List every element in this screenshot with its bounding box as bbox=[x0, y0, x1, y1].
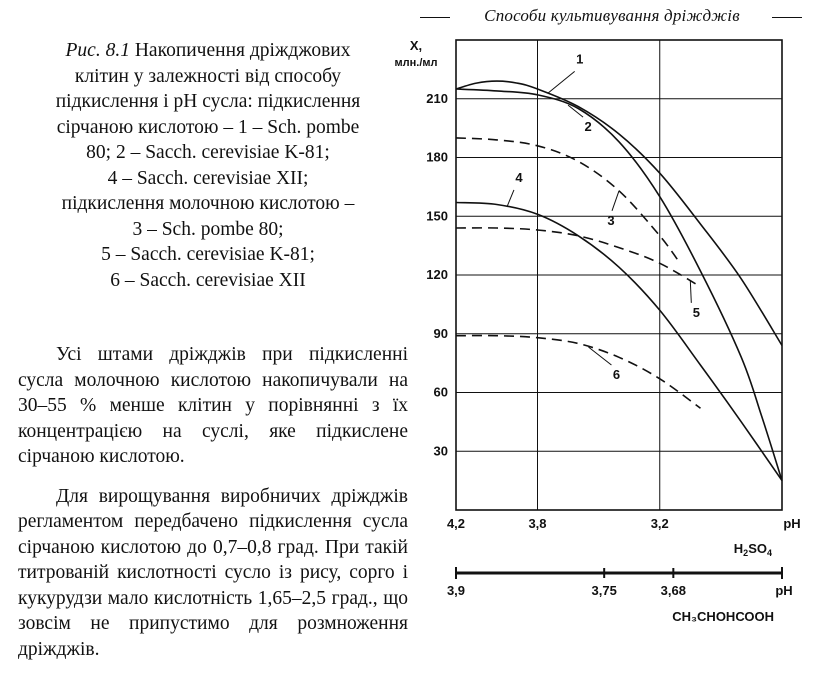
series-label: 4 bbox=[515, 169, 523, 185]
series-label: 6 bbox=[612, 366, 621, 382]
y-tick-label: 180 bbox=[426, 149, 448, 165]
y-tick-label: 90 bbox=[433, 325, 448, 341]
caption-line: підкислення молочною кислотою – bbox=[61, 193, 355, 214]
running-title: Способи культивування дріжджів bbox=[484, 6, 740, 25]
y-tick-label: 210 bbox=[426, 90, 448, 106]
caption-line: 5 – Sacch. cerevisiae K-81; bbox=[101, 244, 315, 265]
series-leader-line bbox=[690, 281, 691, 303]
secondary-unit-label: pH bbox=[775, 583, 793, 598]
x-axis-label-h2so4: $H_2SO_4$ bbox=[733, 541, 772, 558]
series-line-3 bbox=[456, 138, 680, 263]
body-text bbox=[18, 342, 408, 676]
series-line-1 bbox=[456, 81, 782, 345]
series-line-6 bbox=[456, 336, 701, 409]
series-label: 5 bbox=[692, 304, 700, 320]
x-tick-label: 3,2 bbox=[650, 516, 669, 531]
caption-line: підкислення і рН сусла: підкислення bbox=[55, 91, 361, 112]
y-tick-label: 120 bbox=[426, 267, 448, 282]
secondary-tick-label: 3,75 bbox=[591, 583, 617, 598]
caption-line: клітин у залежності від способу bbox=[74, 65, 342, 87]
paragraph: Для вирощування виробничих дріжджів регламентом передбачено підкислення сусла сірчаною кислотою до 0,7–0,8 град. При такій титрованій кислотності сусло із рису, сорго і кукурудзи мало кислотність 1,65–2,5 град., що зовсім не припустимо для розмноження дріжджів. bbox=[18, 485, 408, 660]
paragraph: Усі штами дріжджів при підкисленні сусла молочною кислотою накопичували на 30–55 % менше клітин у порівнянні з їх концентрацією на суслі, яке підкислене сірчаною кислотою. bbox=[18, 344, 408, 467]
caption-line: Накопичення дріжджових bbox=[134, 40, 351, 61]
series-label: 1 bbox=[576, 51, 584, 67]
y-axis-label: X, bbox=[409, 38, 423, 53]
caption-line: 6 – Sacch. cerevisiae XII bbox=[110, 269, 306, 291]
caption-line: сірчаною кислотою – 1 – Sch. pombe bbox=[56, 116, 360, 138]
series-label: 3 bbox=[607, 212, 615, 228]
series-leader-line bbox=[612, 191, 619, 211]
figure-caption bbox=[18, 38, 398, 293]
x-unit-label: pH bbox=[783, 516, 801, 531]
x-axis-label-lactic: СН₃СНОНСООН bbox=[672, 609, 774, 624]
series-line-4 bbox=[456, 203, 782, 481]
series-leader-line bbox=[507, 190, 514, 207]
caption-line: 4 – Sacch. cerevisiae XII; bbox=[107, 167, 309, 189]
series-leader-line bbox=[548, 71, 575, 93]
caption-line: 80; 2 – Sacch. cerevisiae K-81; bbox=[86, 142, 330, 163]
y-tick-label: 60 bbox=[433, 384, 448, 400]
series-line-2 bbox=[456, 89, 782, 481]
y-axis-label: млн./мл bbox=[394, 57, 438, 69]
x-tick-label: 4,2 bbox=[446, 516, 466, 531]
caption-line: 3 – Sch. pombe 80; bbox=[132, 218, 284, 240]
x-tick-label: 3,8 bbox=[528, 516, 547, 531]
header-rule-right bbox=[772, 17, 802, 18]
y-tick-label: 150 bbox=[426, 208, 448, 224]
line-chart bbox=[394, 30, 810, 635]
figure-label: Рис. 8.1 bbox=[65, 40, 130, 61]
secondary-tick-label: 3,9 bbox=[446, 583, 466, 598]
series-label: 2 bbox=[584, 119, 592, 135]
secondary-tick-label: 3,68 bbox=[660, 583, 686, 598]
header-rule-left bbox=[420, 17, 450, 18]
y-tick-label: 30 bbox=[433, 443, 448, 459]
